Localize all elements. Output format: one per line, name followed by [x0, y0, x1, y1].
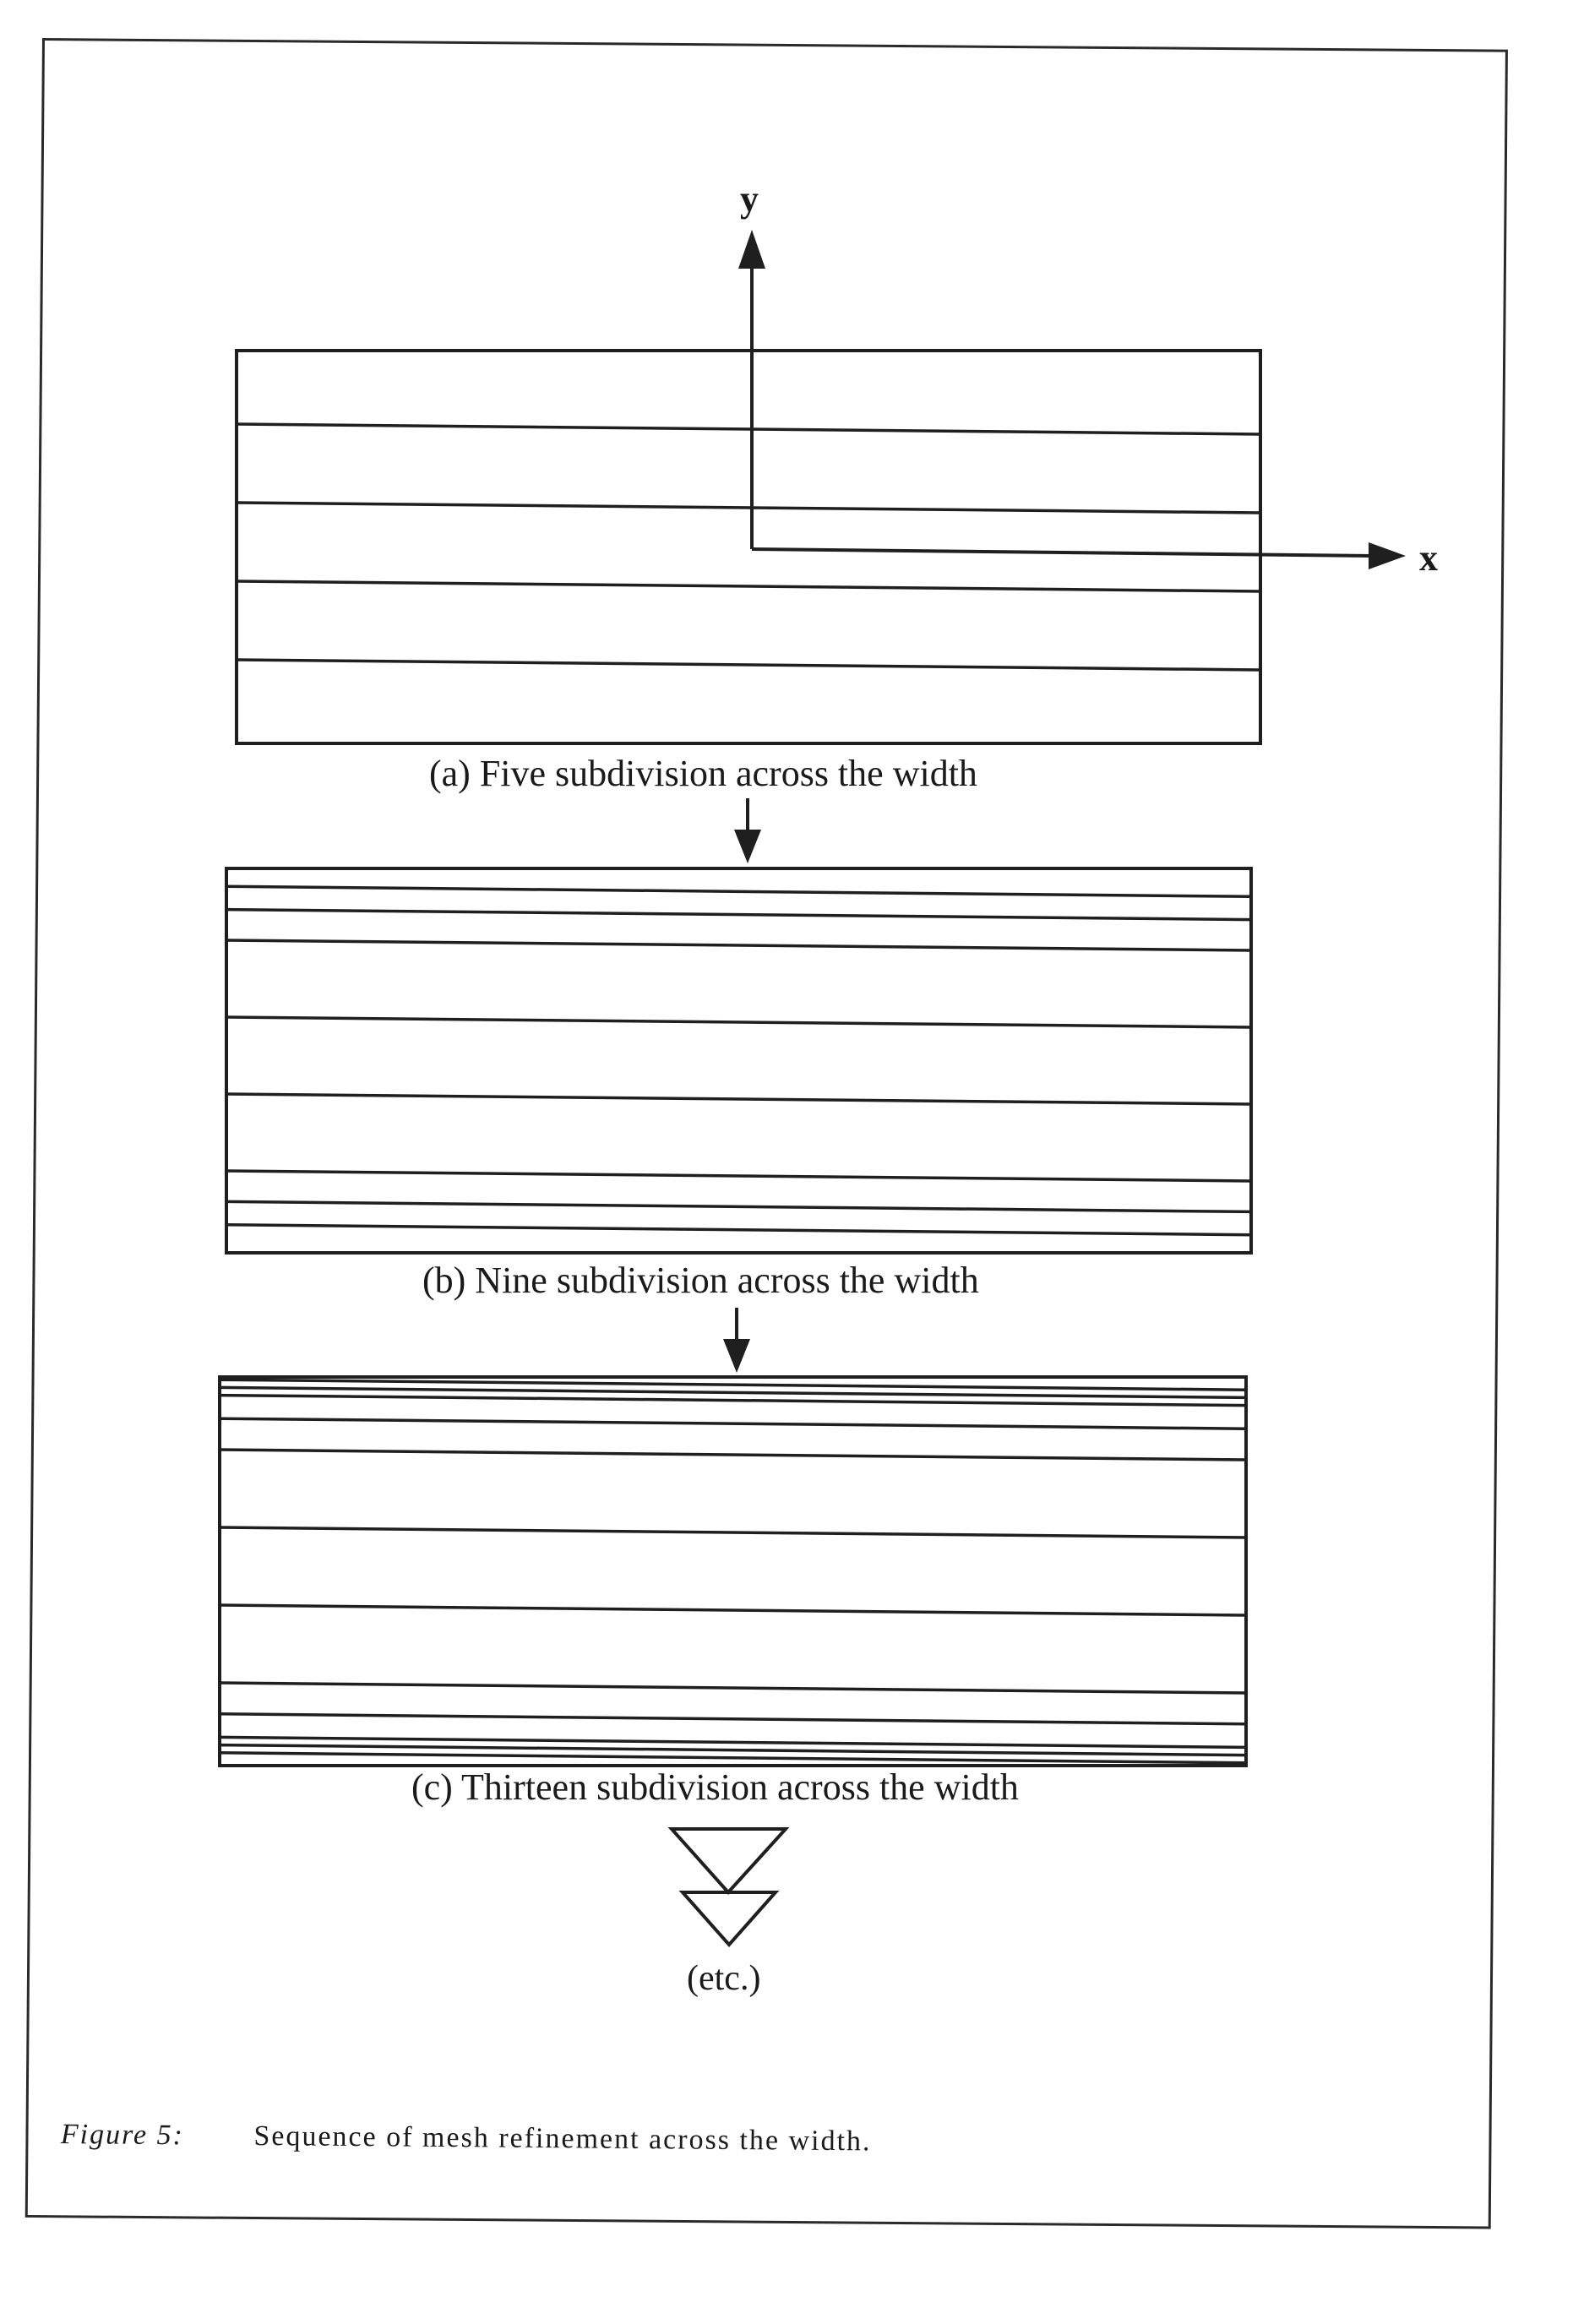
- panel-b-mesh-line-4: [226, 1017, 1251, 1027]
- continuation-triangles-icon: [672, 1829, 786, 1945]
- x-axis: [752, 549, 1373, 556]
- panel-b-mesh-line-3: [226, 940, 1251, 950]
- panel-c-mesh-line-9: [220, 1714, 1246, 1724]
- panel-c-mesh-line-5: [220, 1450, 1246, 1460]
- panel-a-outline: [237, 351, 1260, 743]
- panel-b-mesh-line-7: [226, 1201, 1251, 1211]
- panel-b-mesh-line-1: [226, 886, 1251, 896]
- panel-b-nine-subdivisions: [226, 868, 1251, 1253]
- panel-c-mesh-line-7: [220, 1605, 1246, 1615]
- panel-a-mesh-line-3: [237, 581, 1260, 591]
- panel-c-mesh-line-4: [220, 1418, 1246, 1429]
- panel-c-thirteen-subdivisions: [220, 1377, 1246, 1766]
- panel-b-mesh-line-2: [226, 910, 1251, 920]
- panel-c-mesh-line-8: [220, 1683, 1246, 1693]
- panel-c-outline: [220, 1377, 1246, 1766]
- panel-a-mesh-line-4: [237, 660, 1260, 670]
- panel-b-caption: (b) Nine subdivision across the width: [422, 1260, 979, 1301]
- figure-number: Figure 5:: [60, 2119, 185, 2152]
- y-axis-label: y: [740, 178, 759, 220]
- arrow-b-to-c: [723, 1308, 750, 1373]
- panel-b-mesh-line-8: [226, 1225, 1251, 1235]
- coordinate-axes: [738, 178, 1438, 579]
- panel-a-five-subdivisions: [237, 351, 1260, 743]
- panel-b-mesh-line-5: [226, 1094, 1251, 1104]
- panel-c-caption: (c) Thirteen subdivision across the width: [411, 1766, 1019, 1808]
- panel-b-outline: [226, 868, 1251, 1253]
- panel-b-mesh-line-6: [226, 1171, 1251, 1181]
- panel-a-mesh-line-2: [237, 503, 1260, 513]
- y-axis-arrowhead: [738, 230, 765, 269]
- x-axis-label: x: [1419, 537, 1438, 579]
- figure-caption-text: Sequence of mesh refinement across the width.: [253, 2120, 872, 2158]
- etc-label: (etc.): [687, 1959, 761, 1998]
- panel-c-mesh-line-6: [220, 1527, 1246, 1538]
- panel-a-mesh-line-1: [237, 424, 1260, 434]
- panel-a-caption: (a) Five subdivision across the width: [429, 753, 977, 794]
- x-axis-arrowhead: [1369, 542, 1406, 569]
- arrow-a-to-b: [734, 798, 761, 863]
